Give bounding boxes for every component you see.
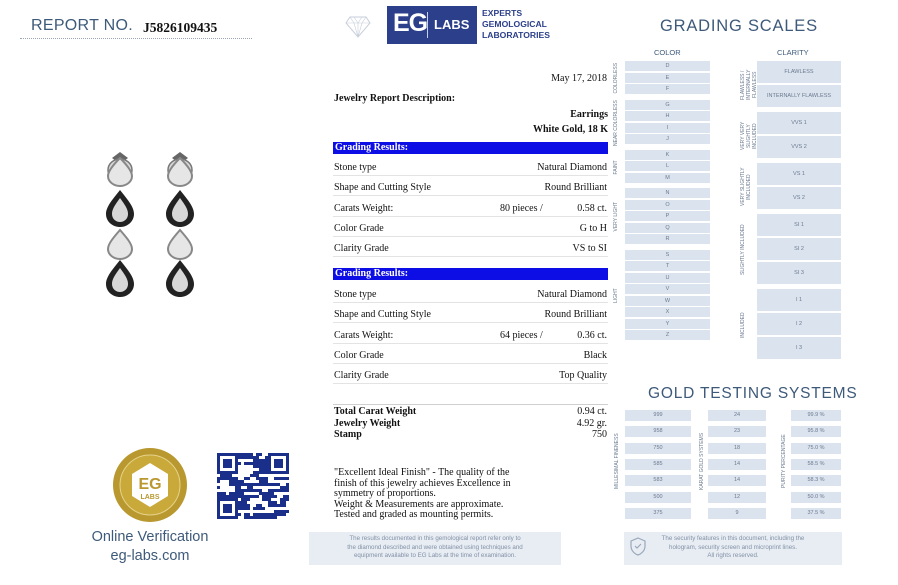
grading-row-label: Carats Weight: (334, 329, 394, 341)
row-divider (333, 363, 608, 364)
footer-security (624, 532, 842, 565)
gold-karat-cell: 14 (708, 475, 766, 486)
row-divider (333, 216, 608, 217)
online-verification-title: Online Verification (91, 529, 209, 545)
grading-row-label: Shape and Cutting Style (334, 182, 431, 194)
color-grade-cell: R (625, 234, 710, 244)
color-grade-cell: D (625, 61, 710, 71)
clarity-grade-cell: I 1 (757, 289, 841, 311)
grading-row-label: Clarity Grade (334, 370, 389, 382)
color-grade-cell: M (625, 173, 710, 183)
color-grade-cell: J (625, 134, 710, 144)
color-grade-cell: V (625, 284, 710, 294)
color-grade-cell: H (625, 111, 710, 121)
row-divider (333, 383, 608, 384)
eg-labs-seal-icon (112, 447, 188, 523)
color-group-label: VERY LIGHT (613, 201, 619, 232)
right-earring (166, 152, 194, 297)
clarity-group-label: VERY SLIGHTLY INCLUDED (740, 167, 752, 207)
grading-results-header-2: Grading Results: (333, 268, 608, 280)
grading-row-label: Clarity Grade (334, 243, 389, 255)
clarity-grade-cell: INTERNALLY FLAWLESS (757, 85, 841, 107)
gold-millesimal-cell: 583 (625, 475, 691, 486)
clarity-group-label: FLAWLESS / INTERNALLY FLAWLESS (740, 69, 758, 101)
color-grade-cell: Q (625, 223, 710, 233)
row-divider (333, 343, 608, 344)
clarity-grade-cell: SI 2 (757, 238, 841, 260)
description-label: Jewelry Report Description: (334, 93, 456, 104)
company-line-2: GEMOLOGICAL (482, 19, 547, 29)
clarity-group-label: VERY VERY SLIGHTLY INCLUDED (740, 121, 758, 151)
color-grade-cell: W (625, 296, 710, 306)
grading-row-value: 0.58 ct. (577, 202, 607, 214)
shield-icon (630, 537, 646, 556)
footer-left-line-3: equipment available to EG Labs at the time of examination. (353, 552, 516, 559)
clarity-grade-cell: I 2 (757, 313, 841, 335)
note-line-4: Weight & Measurements are approximate. (334, 498, 504, 510)
color-grade-cell: X (625, 307, 710, 317)
clarity-scale-header: CLARITY (777, 48, 809, 57)
report-date: May 17, 2018 (551, 73, 607, 84)
grading-row-label: Shape and Cutting Style (334, 309, 431, 321)
grading-row-count: 64 pieces / (500, 329, 543, 341)
millesimal-label: MILLESIMAL FINENESS (614, 433, 620, 489)
color-grade-cell: E (625, 73, 710, 83)
color-group-label: NEAR COLORLESS (613, 99, 619, 146)
clarity-grade-cell: SI 1 (757, 214, 841, 236)
color-scale-header: COLOR (654, 48, 681, 57)
note-line-1: "Excellent Ideal Finish" - The quality of the (334, 467, 510, 478)
grading-row-value: 0.36 ct. (577, 329, 607, 341)
online-verification (60, 528, 240, 566)
clarity-grade-cell: VVS 2 (757, 136, 841, 158)
gold-millesimal-cell: 500 (625, 492, 691, 503)
gold-karat-cell: 23 (708, 426, 766, 437)
gold-purity-cell: 75.0 % (791, 443, 841, 454)
gold-purity-cell: 58.3 % (791, 475, 841, 486)
gold-purity-cell: 99.9 % (791, 410, 841, 421)
color-grade-cell: K (625, 150, 710, 160)
earrings-photo (90, 150, 270, 310)
company-line-3: LABORATORIES (482, 30, 550, 40)
grading-row-value: VS to SI (572, 243, 607, 255)
gold-karat-cell: 9 (708, 508, 766, 519)
color-grade-cell: T (625, 261, 710, 271)
grading-row-label: Color Grade (334, 222, 384, 234)
gold-karat-cell: 24 (708, 410, 766, 421)
gold-millesimal-cell: 958 (625, 426, 691, 437)
color-grade-cell: F (625, 84, 710, 94)
metal-type: White Gold, 18 K (532, 124, 608, 135)
footer-right-line-1: The security features in this document, including the (661, 535, 805, 542)
purity-label: PURITY PERCENTAGE (781, 434, 787, 488)
grading-row-value: Natural Diamond (537, 162, 607, 173)
clarity-grade-cell: SI 3 (757, 262, 841, 284)
grading-scales-title: GRADING SCALES (660, 17, 818, 35)
left-earring (106, 152, 134, 297)
color-group-label: LIGHT (613, 288, 619, 303)
color-grade-cell: L (625, 161, 710, 171)
gold-karat-cell: 18 (708, 443, 766, 454)
color-grade-cell: N (625, 188, 710, 198)
note-line-5: Tested and graded as mounting permits. (334, 509, 494, 520)
total-label: Jewelry Weight (334, 417, 401, 429)
grading-row-value: Black (583, 349, 607, 361)
gold-testing-title: GOLD TESTING SYSTEMS (648, 385, 858, 402)
diamond-icon (345, 15, 371, 39)
grading-row-label: Stone type (334, 289, 377, 300)
footer-left-line-2: the diamond described and were obtained using techniques and (347, 543, 523, 551)
total-label: Stamp (334, 429, 362, 440)
color-grade-cell: G (625, 100, 710, 110)
clarity-grade-cell: FLAWLESS (757, 61, 841, 83)
grading-row-count: 80 pieces / (500, 202, 543, 214)
color-grade-cell: O (625, 200, 710, 210)
clarity-grade-cell: VS 1 (757, 163, 841, 185)
online-verification-url[interactable]: eg-labs.com (110, 548, 190, 564)
seal-labs-text: LABS (140, 494, 160, 501)
gold-millesimal-cell: 585 (625, 459, 691, 470)
row-divider (333, 236, 608, 237)
total-value: 0.94 ct. (577, 406, 607, 417)
row-divider (333, 195, 608, 196)
gold-purity-cell: 58.5 % (791, 459, 841, 470)
row-divider (333, 322, 608, 323)
gold-purity-cell: 50.0 % (791, 492, 841, 503)
item-type: Earrings (570, 109, 608, 120)
report-number-label: REPORT NO. (31, 17, 133, 34)
footer-left-line-1: The results documented in this gemological report refer only to (349, 535, 521, 542)
gold-millesimal-cell: 999 (625, 410, 691, 421)
color-grade-cell: S (625, 250, 710, 260)
color-grade-cell: Y (625, 319, 710, 329)
color-grade-cell: Z (625, 330, 710, 340)
total-value: 4.92 gr. (576, 417, 607, 429)
total-label: Total Carat Weight (334, 406, 417, 417)
grading-row-label: Color Grade (334, 349, 384, 361)
footer-right-line-2: hologram, security screen and microprint lines. (669, 543, 797, 551)
note-line-2: finish of this jewelry achieves Excellence in (334, 477, 511, 489)
report-number: J5826109435 (143, 20, 218, 35)
grading-results-header-1: Grading Results: (333, 142, 608, 154)
qr-code[interactable] (217, 453, 289, 519)
company-line-1: EXPERTS (482, 8, 523, 18)
gold-millesimal-cell: 750 (625, 443, 691, 454)
grading-row-value: Round Brilliant (544, 182, 607, 194)
grading-row-value: G to H (579, 222, 607, 234)
color-grade-cell: U (625, 273, 710, 283)
clarity-grade-cell: VVS 1 (757, 112, 841, 134)
grading-row-value: Top Quality (559, 370, 607, 382)
grading-row-label: Stone type (334, 162, 377, 173)
finish-notes (334, 468, 564, 521)
report-divider (20, 38, 252, 39)
logo-labs: LABS (434, 17, 470, 32)
grading-row-value: Natural Diamond (537, 289, 607, 300)
gold-karat-cell: 12 (708, 492, 766, 503)
gold-millesimal-cell: 375 (625, 508, 691, 519)
total-value: 750 (592, 429, 607, 440)
footer-disclaimer (309, 532, 561, 565)
row-divider (333, 302, 608, 303)
clarity-group-label: INCLUDED (740, 312, 746, 338)
clarity-grade-cell: I 3 (757, 337, 841, 359)
logo-eg: EG (393, 9, 428, 37)
clarity-group-label: SLIGHTLY INCLUDED (740, 224, 746, 276)
gold-karat-cell: 14 (708, 459, 766, 470)
row-divider (333, 256, 608, 257)
color-grade-cell: I (625, 123, 710, 133)
row-divider (333, 175, 608, 176)
eg-labs-logo (387, 6, 477, 44)
color-group-label: COLORLESS (613, 62, 619, 94)
grading-row-label: Carats Weight: (334, 202, 394, 214)
note-line-3: symmetry of proportions. (334, 488, 436, 499)
clarity-grade-cell: VS 2 (757, 187, 841, 209)
seal-eg-text: EG (138, 476, 162, 493)
footer-right-line-3: All rights reserved. (707, 552, 759, 559)
company-name (482, 8, 550, 41)
color-grade-cell: P (625, 211, 710, 221)
grading-row-value: Round Brilliant (544, 309, 607, 321)
gold-purity-cell: 95.8 % (791, 426, 841, 437)
gold-purity-cell: 37.5 % (791, 508, 841, 519)
color-group-label: FAINT (613, 159, 619, 174)
karat-label: KARAT GOLD SYSTEMS (699, 432, 705, 490)
